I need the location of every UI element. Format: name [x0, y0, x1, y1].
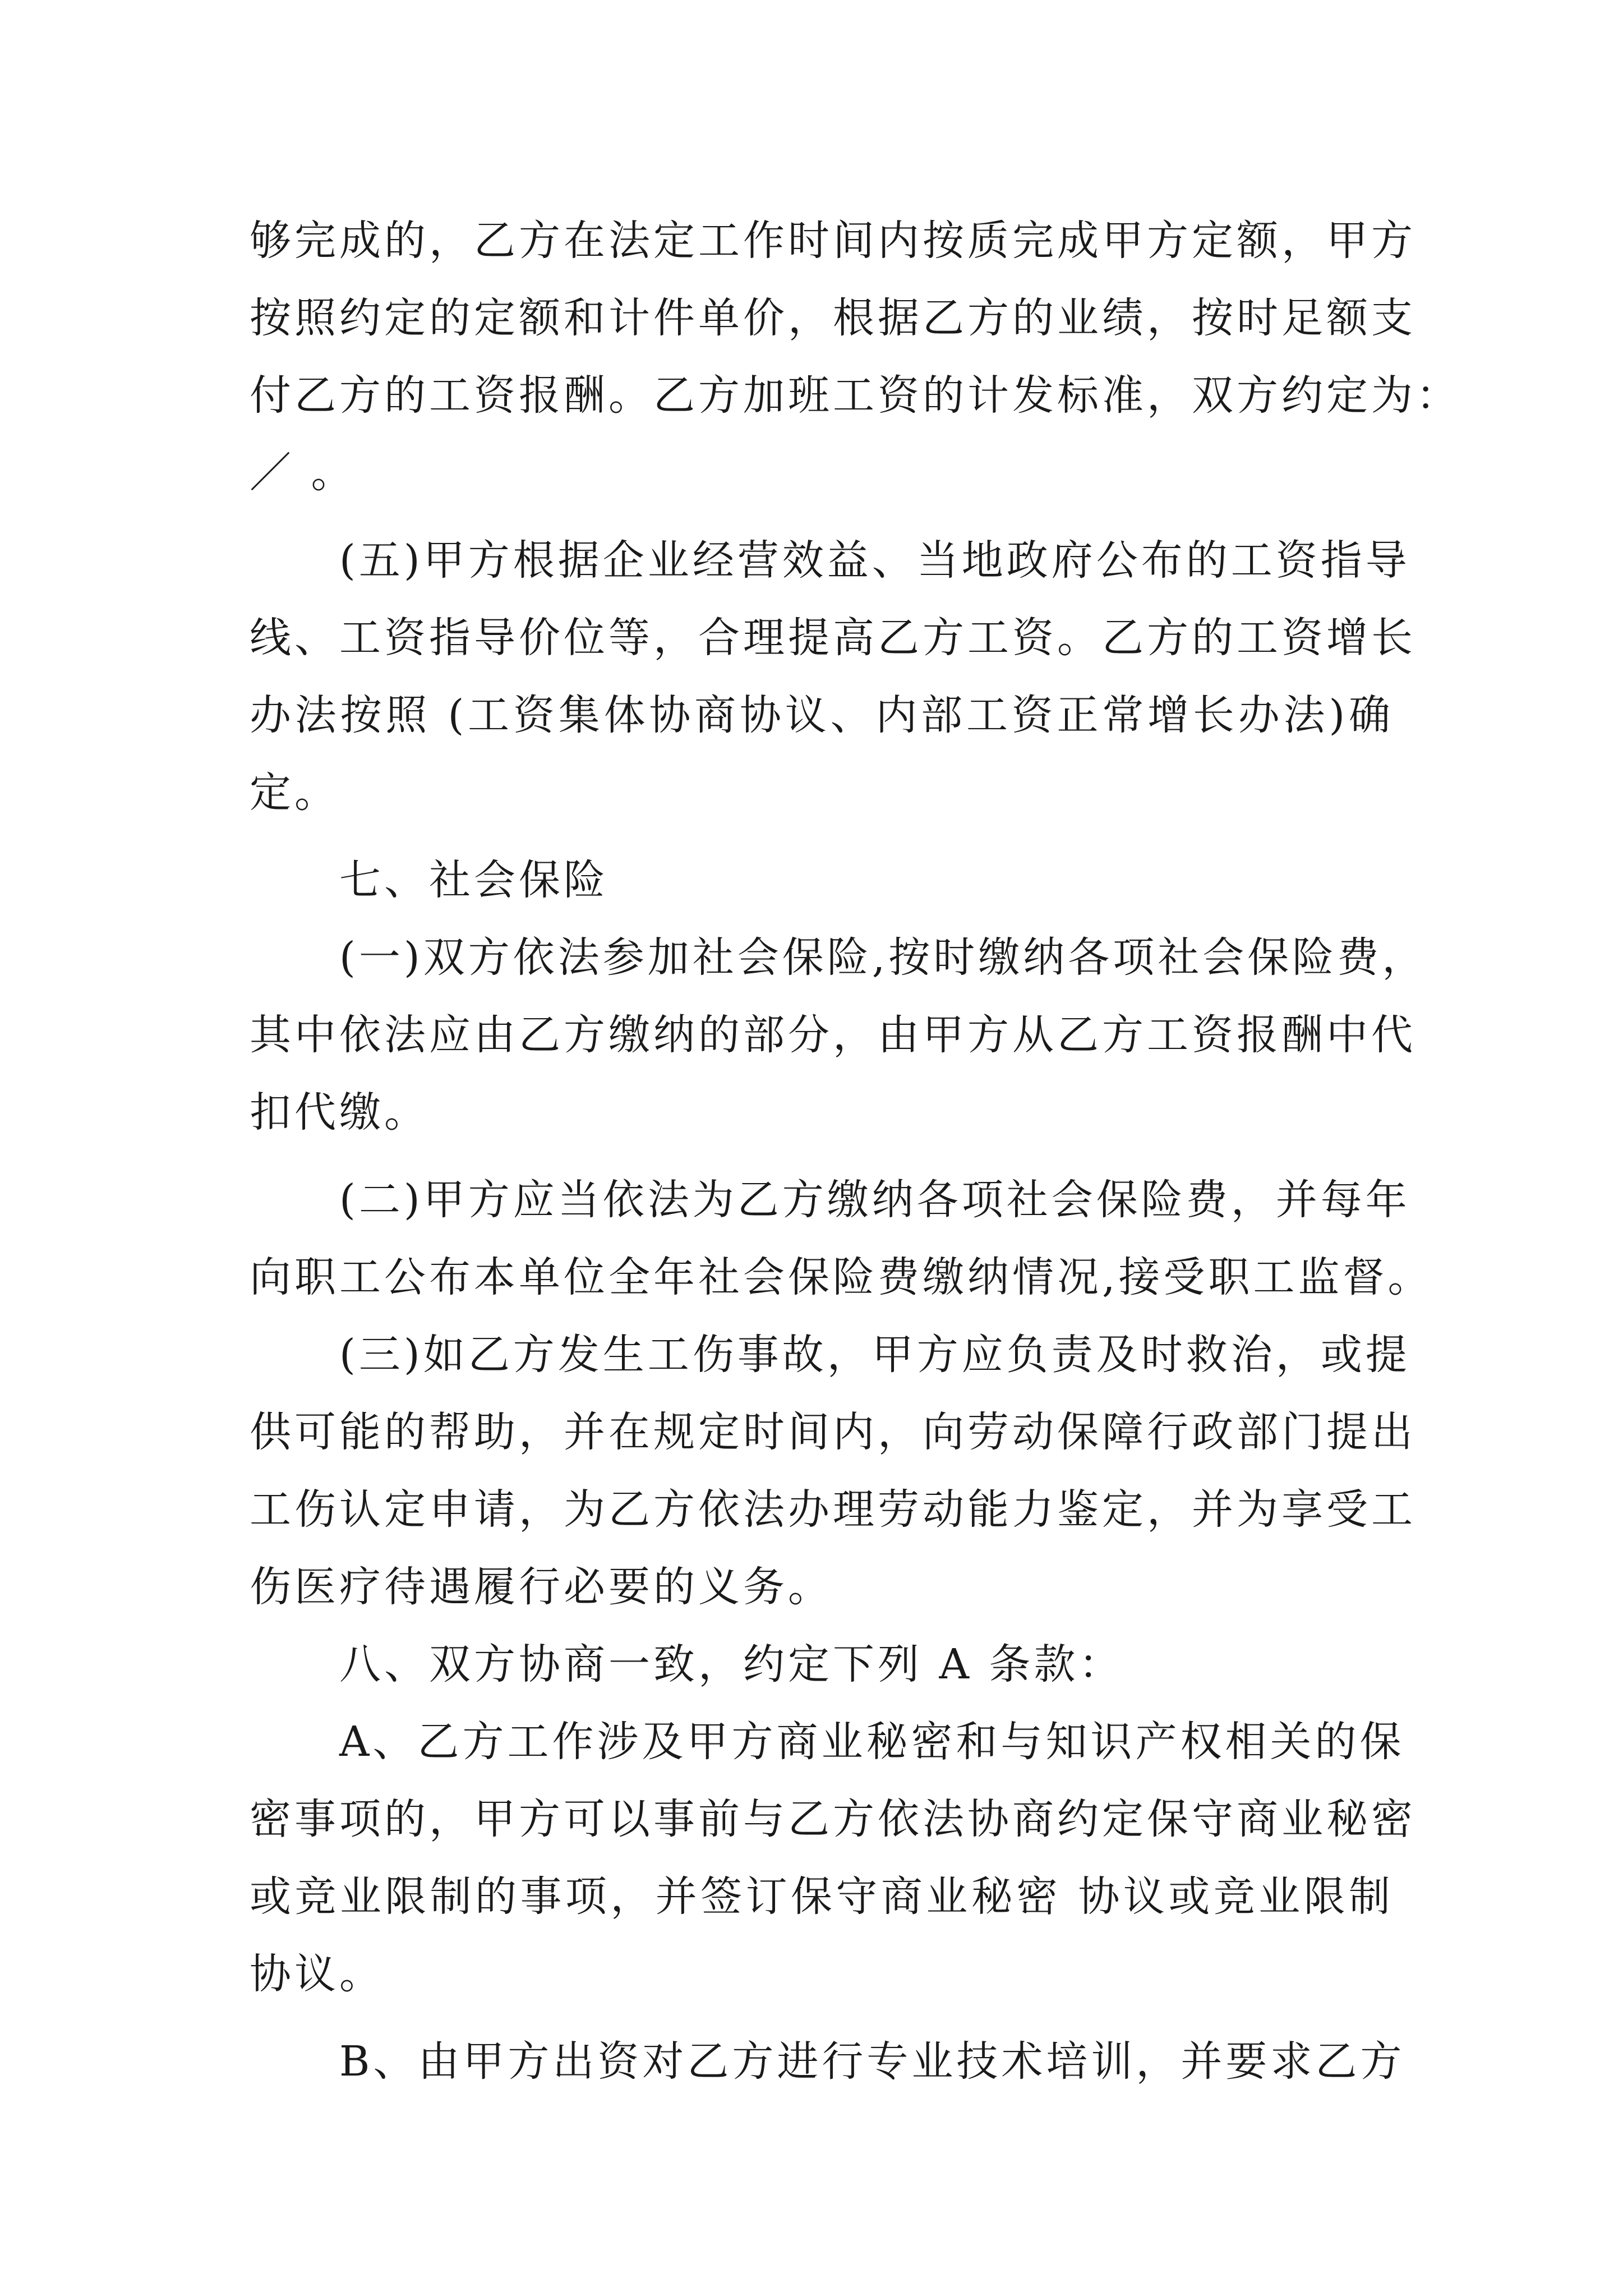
paragraph-gap	[250, 512, 1394, 522]
text-line: (五)甲方根据企业经营效益、当地政府公布的工资指导	[339, 536, 1410, 585]
text-line: (二)甲方应当依法为乙方缴纳各项社会保险费，并每年	[339, 1176, 1410, 1224]
text-line: 付乙方的工资报酬。乙方加班工资的计发标准，双方约定为：	[250, 371, 1461, 420]
text-line: B、由甲方出资对乙方进行专业技术培训，并要求乙方	[339, 2037, 1405, 2086]
text-line: 定。	[250, 769, 339, 817]
text-line: 扣代缴。	[250, 1088, 429, 1137]
text-line: 八、双方协商一致，约定下列 A 条款：	[339, 1640, 1124, 1688]
text-line: 伤医疗待遇履行必要的义务。	[250, 1563, 833, 1611]
text-line: 向职工公布本单位全年社会保险费缴纳情况,接受职工监督。	[250, 1253, 1433, 1301]
text-line: 工伤认定申请，为乙方依法办理劳动能力鉴定，并为享受工	[250, 1485, 1416, 1534]
text-line: 七、社会保险	[339, 856, 608, 904]
paragraph-gap	[250, 831, 1394, 841]
paragraph-gap	[250, 1151, 1394, 1161]
text-line: 够完成的，乙方在法定工作时间内按质完成甲方定额，甲方	[250, 217, 1416, 265]
text-line: 办法按照 (工资集体协商协议、内部工资正常增长办法)确	[250, 691, 1394, 739]
text-line: 其中依法应由乙方缴纳的部分，由甲方从乙方工资报酬中代	[250, 1011, 1416, 1059]
text-line: ／ 。	[250, 449, 356, 497]
text-line: 密事项的，甲方可以事前与乙方依法协商约定保守商业秘密	[250, 1795, 1416, 1843]
text-line: 按照约定的定额和计件单价，根据乙方的业绩，按时足额支	[250, 294, 1416, 342]
text-line: (三)如乙方发生工伤事故，甲方应负责及时救治，或提	[339, 1331, 1410, 1379]
text-line: 或竞业限制的事项，并签订保守商业秘密 协议或竞业限制	[250, 1872, 1394, 1921]
text-line: (一)双方依法参加社会保险,按时缴纳各项社会保险费，	[339, 933, 1427, 982]
text-line: 供可能的帮助，并在规定时间内，向劳动保障行政部门提出	[250, 1408, 1416, 1456]
text-line: 线、工资指导价位等，合理提高乙方工资。乙方的工资增长	[250, 614, 1416, 662]
text-line: A、乙方工作涉及甲方商业秘密和与知识产权相关的保	[339, 1718, 1405, 1766]
text-line: 协议。	[250, 1950, 384, 1998]
document-body	[250, 202, 1461, 2100]
paragraph-gap	[250, 2013, 1394, 2023]
